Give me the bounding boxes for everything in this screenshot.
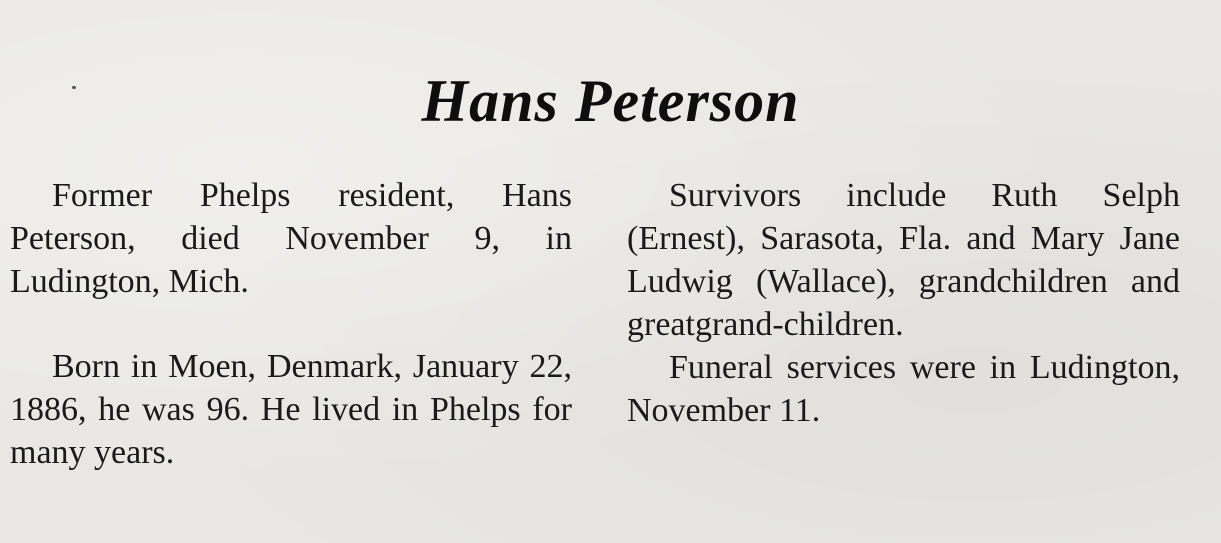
right-column	[627, 174, 1180, 432]
left-column	[10, 174, 572, 474]
paragraph-survivors: Survivors include Ruth Selph (Ernest), Sarasota, Fla. and Mary Jane Ludwig (Wallace), grandchildren and greatgrand-children.	[627, 177, 1180, 343]
paragraph-funeral: Funeral services were in Ludington, November 11.	[627, 349, 1180, 429]
paragraph-birth: Born in Moen, Denmark, January 22, 1886, he was 96. He lived in Phelps for many years.	[10, 348, 572, 471]
paragraph-death-notice: Former Phelps resident, Hans Peterson, died November 9, in Ludington, Mich.	[10, 177, 572, 300]
obituary-title: Hans Peterson	[421, 68, 800, 134]
